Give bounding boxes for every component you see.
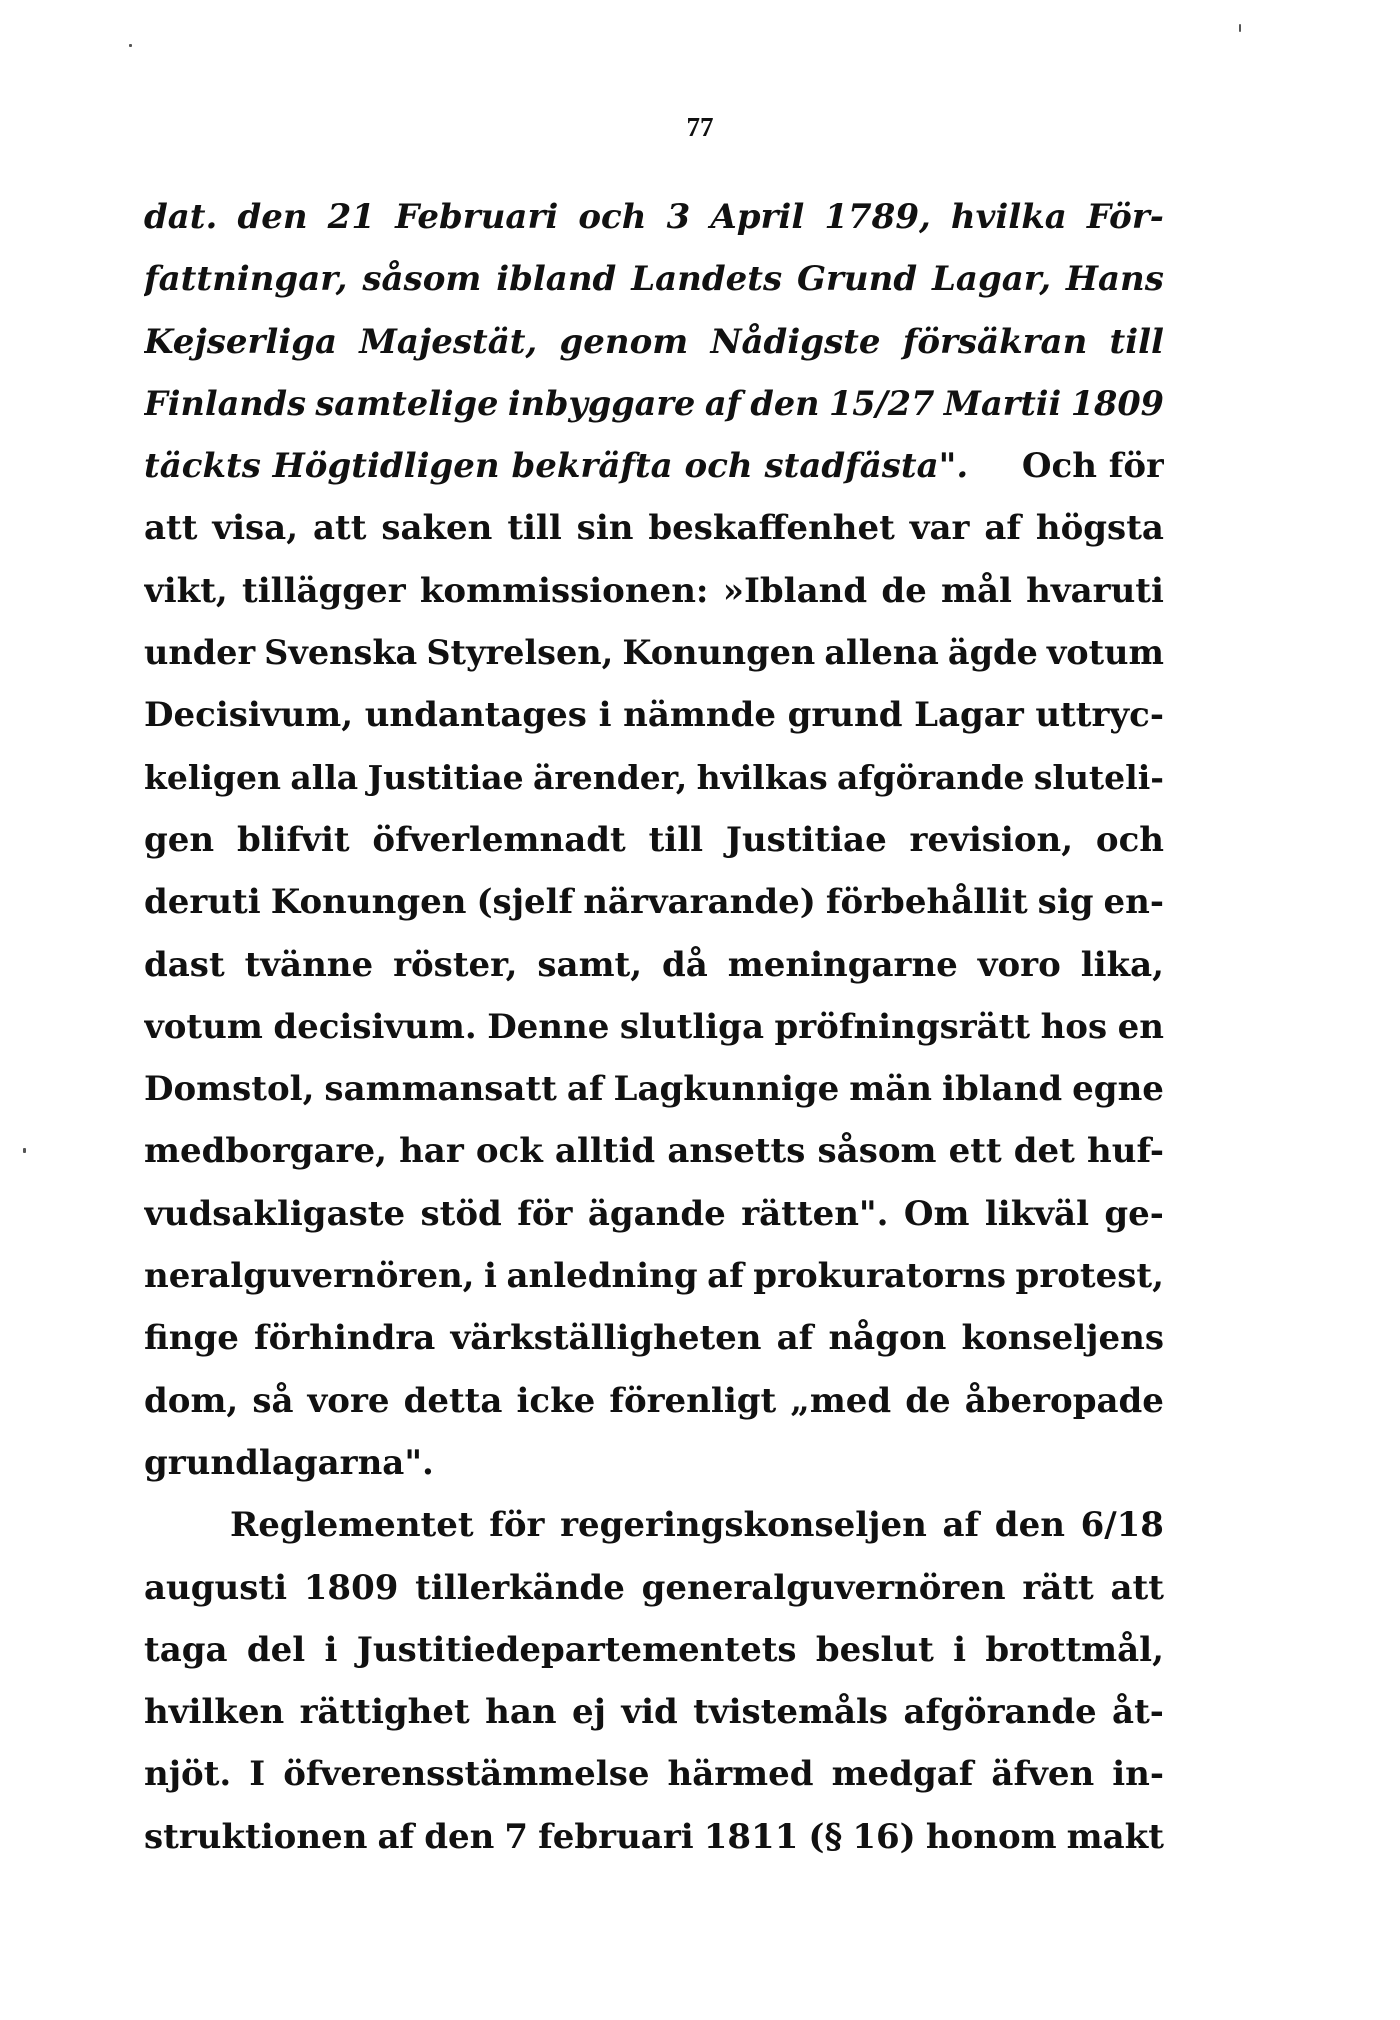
text-line	[144, 809, 1164, 871]
word: del	[246, 1629, 306, 1670]
word: hos	[1040, 1006, 1108, 1047]
word: Lagar,	[932, 259, 1052, 300]
word: saken	[381, 508, 493, 549]
word: generalguvernören	[641, 1567, 1006, 1608]
word: 16)	[852, 1816, 916, 1857]
word: samtelige	[315, 383, 499, 423]
text-line	[144, 1120, 1164, 1182]
word: sin	[576, 508, 634, 549]
text-line	[144, 684, 1164, 746]
text-line	[144, 1307, 1164, 1369]
word: hvaruti	[1026, 570, 1164, 611]
word: Decisivum,	[144, 695, 354, 736]
word: förbehållit	[825, 882, 1028, 923]
word: förenligt	[609, 1380, 777, 1421]
word: öfverensstämmelse	[283, 1754, 650, 1795]
word: hvilka	[950, 197, 1067, 237]
word: 7	[504, 1816, 529, 1857]
word: för	[489, 1505, 545, 1546]
word: mål	[941, 570, 1012, 611]
word: och	[1095, 819, 1164, 860]
word: närvarande)	[583, 882, 816, 923]
word: lika,	[1080, 944, 1164, 985]
word: att	[312, 508, 367, 549]
word: att	[144, 508, 198, 549]
word: försäkran	[902, 321, 1088, 362]
word: till	[507, 508, 562, 549]
word: vid	[621, 1692, 678, 1733]
text-line	[144, 1619, 1164, 1681]
word: nämnde	[623, 695, 776, 736]
word: såsom	[362, 259, 482, 300]
word: äfven	[991, 1754, 1095, 1795]
word: det	[1013, 1131, 1075, 1172]
word: sammansatt	[324, 1069, 557, 1110]
text-line	[144, 1058, 1164, 1120]
word: voro	[977, 944, 1061, 985]
word: i	[598, 695, 612, 736]
word: (§	[808, 1816, 843, 1857]
word: under	[144, 633, 256, 673]
word: åberopade	[964, 1380, 1164, 1421]
word: förhindra	[254, 1318, 436, 1359]
text-line	[144, 373, 1164, 435]
word: en-	[1103, 882, 1164, 923]
word: tvänne	[244, 944, 374, 985]
word: 3	[666, 197, 691, 237]
word: Domstol,	[144, 1069, 315, 1110]
word: Svenska	[264, 633, 418, 673]
word: Justitiedepartementets	[356, 1629, 797, 1670]
word: keligen	[144, 757, 281, 797]
word: blifvit	[236, 819, 350, 860]
word: visa,	[212, 508, 299, 549]
word: ge-	[1104, 1193, 1164, 1234]
word: hvilkas	[696, 757, 828, 797]
word: Martii	[943, 383, 1062, 423]
word: vore	[307, 1380, 390, 1421]
word: af	[704, 383, 741, 423]
word: i	[324, 1629, 338, 1670]
word: undantages	[364, 695, 587, 736]
roman-continuation: Och för	[1010, 446, 1164, 487]
word: egne	[1072, 1069, 1164, 1110]
word: värkställigheten	[450, 1318, 762, 1359]
word: rätt	[1022, 1567, 1094, 1608]
word: icke	[516, 1380, 596, 1421]
word: genom	[559, 321, 689, 362]
word: rättighet	[299, 1692, 470, 1733]
text-line	[144, 871, 1164, 933]
word: kommissionen:	[419, 570, 709, 611]
word: beslut	[815, 1629, 934, 1670]
word: 1809	[1070, 383, 1164, 423]
word: den	[994, 1505, 1065, 1546]
word: 1789,	[824, 197, 931, 237]
word: att	[1110, 1567, 1164, 1608]
text-line: grundlagarna".	[144, 1442, 434, 1483]
word: af	[984, 508, 1021, 549]
word: han	[485, 1692, 557, 1733]
word: neralguvernören,	[144, 1256, 475, 1297]
word: den	[750, 383, 820, 423]
word: samt,	[537, 944, 643, 985]
text-line	[144, 311, 1164, 373]
word: härmed	[667, 1754, 814, 1795]
scan-speck	[1239, 24, 1241, 32]
word: Nådigste	[710, 321, 881, 362]
word: af	[707, 1256, 744, 1297]
word: vikt,	[144, 570, 228, 611]
word: ärender,	[532, 757, 688, 797]
word: af	[776, 1318, 814, 1359]
word: Justitiae	[725, 819, 887, 860]
text-line	[144, 435, 1164, 497]
word: till	[648, 819, 704, 860]
word: April	[710, 197, 805, 237]
text-line	[144, 1183, 1164, 1245]
text-line	[144, 1681, 1164, 1743]
word: votum	[1046, 633, 1164, 673]
word: taga	[144, 1629, 228, 1670]
text-line	[144, 622, 1164, 684]
word: alltid	[554, 1131, 656, 1172]
text-line	[144, 934, 1164, 996]
word: en	[1117, 1006, 1164, 1047]
word: fattningar,	[144, 259, 348, 300]
word: revision,	[909, 819, 1074, 860]
word: till	[1109, 321, 1164, 362]
word: har	[399, 1131, 464, 1172]
word: 6/18	[1080, 1505, 1164, 1546]
word: ägde	[947, 633, 1038, 673]
word: 21	[327, 197, 375, 237]
word: någon	[828, 1318, 947, 1359]
word: sluteli-	[1033, 757, 1164, 797]
word: gen	[144, 819, 215, 860]
word: såsom	[817, 1131, 937, 1172]
text-line	[144, 1370, 1164, 1432]
word: Februari	[395, 197, 559, 237]
word: deruti	[144, 882, 261, 923]
word: Reglementet	[230, 1505, 474, 1546]
word: honom	[925, 1816, 1057, 1857]
word: beskaffenhet	[648, 508, 895, 549]
word: röster,	[393, 944, 518, 985]
word: (sjelf	[476, 882, 574, 923]
word: af	[942, 1505, 980, 1546]
word: augusti	[144, 1567, 288, 1608]
word: För-	[1086, 197, 1164, 237]
scan-speck	[129, 44, 132, 47]
word: protest,	[1015, 1256, 1164, 1297]
word: hvilken	[144, 1692, 285, 1733]
word: dast	[144, 944, 225, 985]
word: vudsakligaste	[144, 1193, 406, 1234]
word: meningarne	[727, 944, 958, 985]
word: högsta	[1035, 508, 1164, 549]
word: uttryc-	[1035, 695, 1164, 736]
word: huf-	[1087, 1131, 1164, 1172]
word: ock	[475, 1131, 543, 1172]
text-line	[144, 497, 1164, 559]
word: februari	[538, 1816, 694, 1857]
word: i	[484, 1256, 497, 1297]
word: af	[377, 1816, 415, 1857]
word: dat.	[144, 197, 218, 237]
word: män	[849, 1069, 933, 1110]
text-line	[144, 1806, 1164, 1868]
word: inbyggare	[507, 383, 696, 423]
word: Justitiae	[367, 757, 524, 797]
word: Finlands	[144, 383, 306, 423]
word: brottmål,	[985, 1629, 1164, 1670]
word: rätten".	[741, 1193, 889, 1234]
word: Grund	[796, 259, 918, 300]
text-line	[144, 560, 1164, 622]
word: Konungen	[622, 633, 816, 673]
word: då	[662, 944, 708, 985]
word: 1811	[703, 1816, 799, 1857]
word: in-	[1112, 1754, 1164, 1795]
word: struktionen	[144, 1816, 368, 1857]
word: anledning	[506, 1256, 698, 1297]
word: Hans	[1065, 259, 1164, 300]
word: »Ibland	[722, 570, 868, 611]
word: makt	[1066, 1816, 1164, 1857]
word: ibland	[942, 1069, 1063, 1110]
text-line	[144, 1557, 1164, 1619]
word: tvistemåls	[693, 1692, 889, 1733]
word: finge	[144, 1318, 239, 1359]
word: Majestät,	[359, 321, 538, 362]
word: ansetts	[667, 1131, 806, 1172]
word: af	[566, 1069, 604, 1110]
word: 1809	[303, 1567, 399, 1608]
word: Konungen	[270, 882, 467, 923]
word: tillägger	[242, 570, 406, 611]
word: i	[953, 1629, 967, 1670]
word: votum	[144, 1006, 263, 1047]
word: regeringskonseljen	[560, 1505, 927, 1546]
text-line	[144, 747, 1164, 809]
word: likväl	[984, 1193, 1089, 1234]
word: pröfningsrätt	[774, 1006, 1031, 1047]
word: Denne	[487, 1006, 610, 1047]
word: Styrelsen,	[426, 633, 614, 673]
word: medgaf	[831, 1754, 974, 1795]
word: så	[252, 1380, 294, 1421]
scan-speck	[23, 1148, 26, 1153]
word: Kejserliga	[144, 321, 338, 362]
word: ej	[571, 1692, 606, 1733]
word: Om	[903, 1193, 970, 1234]
word: afgörande	[903, 1692, 1097, 1733]
word: de	[881, 570, 927, 611]
word: öfverlemnadt	[372, 819, 626, 860]
text-line	[144, 1245, 1164, 1307]
word: Lagkunnige	[613, 1069, 840, 1110]
word: för	[517, 1193, 573, 1234]
word: den	[424, 1816, 495, 1857]
word: ägande	[587, 1193, 726, 1234]
word: grund	[787, 695, 903, 736]
word: och	[578, 197, 647, 237]
word: njöt.	[144, 1754, 232, 1795]
text-line	[144, 1494, 1164, 1556]
word: decisivum.	[273, 1006, 477, 1047]
word: de	[905, 1380, 951, 1421]
page-number: 77	[686, 112, 714, 142]
word: „med	[790, 1380, 892, 1421]
word: ett	[948, 1131, 1002, 1172]
word: sig	[1037, 882, 1094, 923]
word: prokuratorns	[753, 1256, 1007, 1297]
word: konseljens	[961, 1318, 1164, 1359]
text-line	[144, 186, 1164, 248]
word: alla	[290, 757, 359, 797]
text-line	[144, 996, 1164, 1058]
text-line	[144, 1743, 1164, 1805]
word: den	[237, 197, 308, 237]
body-text	[144, 186, 1164, 1868]
word: 15/27	[828, 383, 935, 423]
word: afgörande	[837, 757, 1025, 797]
word: allena	[824, 633, 939, 673]
word: tillerkände	[415, 1567, 625, 1608]
word: I	[249, 1754, 266, 1795]
word: slutliga	[619, 1006, 764, 1047]
italic-quote-end: täckts Högtidligen bekräfta och stadfästa".	[144, 446, 969, 487]
word: detta	[403, 1380, 503, 1421]
word: ibland	[496, 259, 617, 300]
word: stöd	[420, 1193, 502, 1234]
text-line	[144, 248, 1164, 310]
word: dom,	[144, 1380, 239, 1421]
word: Lagar	[914, 695, 1024, 736]
word: åt-	[1112, 1692, 1164, 1733]
word: medborgare,	[144, 1131, 387, 1172]
word: Landets	[631, 259, 783, 300]
word: var	[909, 508, 970, 549]
